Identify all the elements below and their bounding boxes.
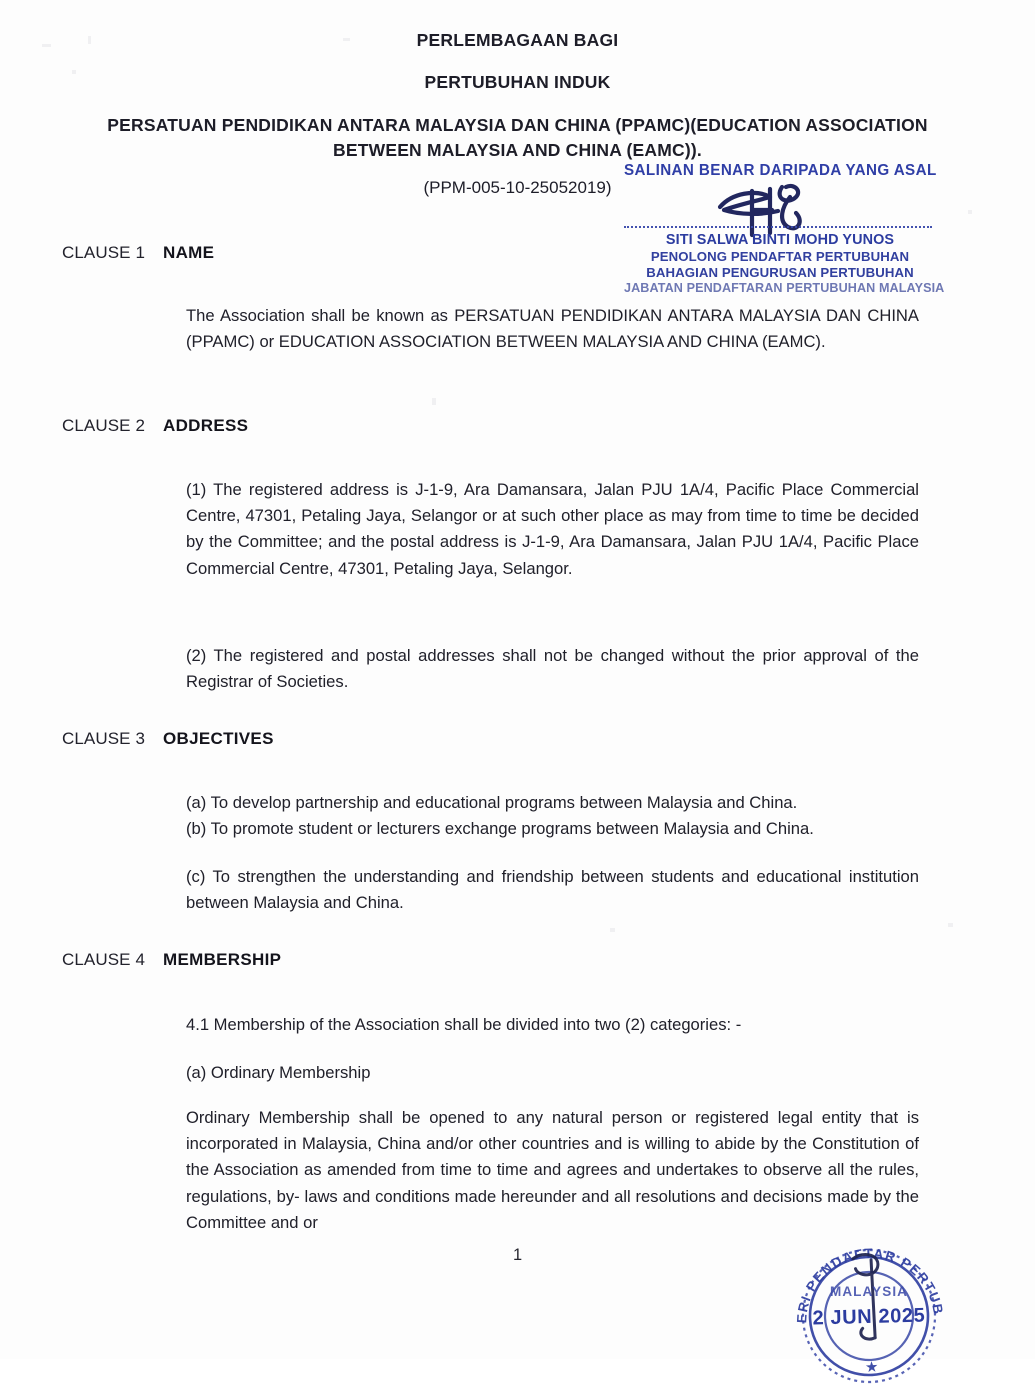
stamp-date: 2 JUN 2025 — [812, 1304, 926, 1330]
certification-officer-details — [624, 232, 945, 295]
scan-artifact — [948, 923, 953, 927]
clause-number-2: CLAUSE 2 — [62, 416, 146, 435]
clause-title-1: NAME — [163, 243, 215, 262]
clause-4-ordinary-membership-text: Ordinary Membership shall be opened to any natural person or registered legal entity that is incorporated in Malaysia, China and/or other countries and is willing to abide by the Constitution of the Association as amended from time to time and agrees and undertakes to observe all the rules, regulations, by- laws and conditions made hereunder and all resolutions and decisions made by the Committee and or — [186, 1108, 919, 1232]
clause-2-paragraph-1: (1) The registered address is J-1-9, Ara Damansara, Jalan PJU 1A/4, Pacific Place Commercial Centre, 47301, Petaling Jaya, Selangor or at such other place as may from time to time be decided by the Committee; and the postal address is J-1-9, Ara Damansara, Jalan PJU 1A/4, Pacific Place Commercial Centre, 47301, Petaling Jaya, Selangor. — [186, 480, 919, 578]
clause-title-2: ADDRESS — [163, 416, 249, 435]
officer-position: PENOLONG PENDAFTAR PERTUBUHAN — [650, 249, 910, 264]
certification-header: SALINAN BENAR DARIPADA YANG ASAL — [624, 161, 937, 180]
clause-3-objective-b: (b) To promote student or lecturers exchange programs between Malaysia and China. — [186, 819, 814, 838]
clause-heading-1 — [62, 243, 214, 263]
clause-3-objective-a: (a) To develop partnership and educational programs between Malaysia and China. — [186, 793, 798, 812]
clause-number-3: CLAUSE 3 — [62, 729, 146, 748]
document-title-line-1: PERLEMBAGAAN BAGI — [416, 30, 619, 50]
scan-artifact — [610, 928, 615, 932]
scan-artifact — [968, 210, 972, 214]
registration-number: (PPM-005-10-25052019) — [423, 178, 612, 197]
document-title-line-3: PERSATUAN PENDIDIKAN ANTARA MALAYSIA DAN CHINA (PPAMC)(EDUCATION ASSOCIATION BETWEEN MALAYSIA AND CHINA (EAMC)). — [107, 115, 928, 160]
official-round-stamp — [779, 1235, 948, 1384]
svg-text:MENTERI PENDAFTAR PERTUBUHAN: MENTERI PENDAFTAR PERTUBUHAN — [779, 1235, 947, 1324]
stamp-country-label: MALAYSIA — [829, 1284, 909, 1299]
clause-heading-4 — [62, 950, 281, 970]
clause-2-paragraph-2: (2) The registered and postal addresses shall not be changed without the prior approval of the Registrar of Societies. — [186, 646, 919, 692]
clause-4-membership-category-a: (a) Ordinary Membership — [186, 1063, 371, 1082]
clause-number-1: CLAUSE 1 — [62, 243, 146, 262]
officer-name: SITI SALWA BINTI MOHD YUNOS — [665, 232, 895, 248]
scan-artifact — [432, 398, 436, 405]
document-title-line-2: PERTUBUHAN INDUK — [424, 72, 611, 92]
officer-department: JABATAN PENDAFTARAN PERTUBUHAN MALAYSIA — [624, 281, 945, 295]
clause-1-paragraph-1: The Association shall be known as PERSATUAN PENDIDIKAN ANTARA MALAYSIA DAN CHINA (PPAMC) or EDUCATION ASSOCIATION BETWEEN MALAYSIA AND CHINA (EAMC). — [186, 306, 919, 352]
officer-division: BAHAGIAN PENGURUSAN PERTUBUHAN — [646, 265, 914, 280]
clause-3-objective-c: (c) To strengthen the understanding and friendship between students and educational institution between Malaysia and China. — [186, 867, 919, 913]
clause-number-4: CLAUSE 4 — [62, 950, 146, 969]
svg-text:★: ★ — [864, 1358, 879, 1377]
page-number: 1 — [512, 1246, 523, 1264]
signature-dotted-line — [624, 226, 932, 228]
clause-4-paragraph-4-1: 4.1 Membership of the Association shall be divided into two (2) categories: - — [186, 1015, 742, 1034]
clause-heading-3 — [62, 729, 274, 749]
clause-title-3: OBJECTIVES — [163, 729, 274, 748]
clause-title-4: MEMBERSHIP — [163, 950, 282, 969]
clause-heading-2 — [62, 416, 248, 436]
